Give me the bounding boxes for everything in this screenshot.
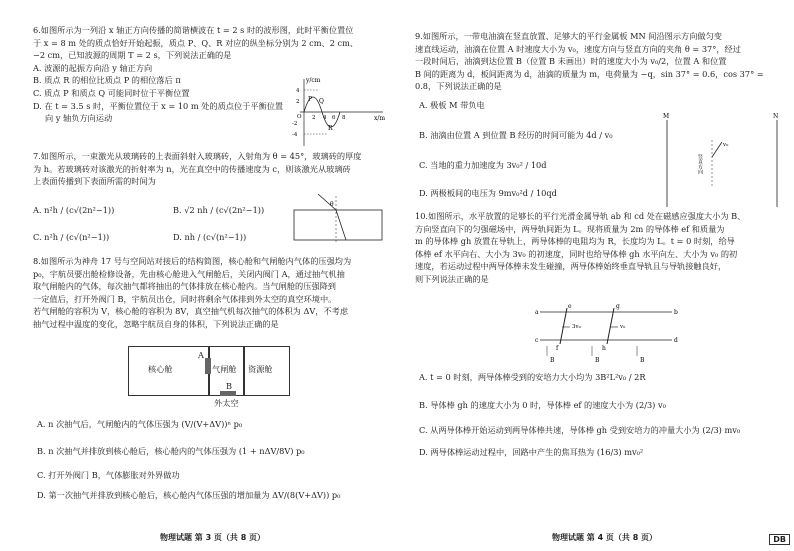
point-q: Q xyxy=(319,98,324,105)
gate-b-label: B xyxy=(226,381,233,391)
q6-line: 6.如图所示为一列沿 x 轴正方向传播的简谐横波在 t = 2 s 时的波形图，此时平衡位置位 xyxy=(33,25,354,35)
q8-line: 8.如图所示为神舟 17 号与空间站对接后的结构简图，核心舱和气闸舱内气体的压强均为 xyxy=(33,256,352,266)
q10-line: 方向竖直向下的匀强磁场中，两导轨间距为 L。现将质量为 2m 的导体棒 ef 和质量为 xyxy=(415,223,725,234)
label-e: e xyxy=(568,303,572,310)
label-b: b xyxy=(674,309,678,316)
q7-option-d: D. nh / (c√(n²−1)) xyxy=(173,232,247,242)
core-module-label: 核心舱 xyxy=(148,364,173,374)
page-footer-left: 物理试题 第 3 页（共 8 页） xyxy=(160,533,266,542)
question-9 xyxy=(415,30,775,93)
origin: O xyxy=(297,114,302,120)
label-h: h xyxy=(602,345,606,352)
q8-line: p₀，宇航员要出舱检修设备，先由核心舱进入气闸舱后，关闭内阀门 A，通过抽气机抽 xyxy=(33,268,345,279)
label-v0: v₀ xyxy=(620,324,626,330)
field-b-label: B xyxy=(595,357,600,364)
q6-line: −2 cm，已知波源的周期 T = 2 s，下列说法正确的是 xyxy=(33,50,232,61)
q9-line: 速直线运动，油滴在位置 A 时速度大小为 v₀，速度方向与竖直方向的夹角 θ = 37°，经过 xyxy=(415,43,741,54)
label-3v0: 3v₀ xyxy=(572,324,581,330)
q6-option-c: C. 质点 P 和质点 Q 可能同时位于平衡位置 xyxy=(33,87,190,98)
q6-wave-graph xyxy=(288,76,388,148)
v0-label: v₀ xyxy=(723,142,729,148)
gate-a-label: A xyxy=(198,350,204,360)
plate-m-label: M xyxy=(663,113,670,120)
q9-line: B 间的距离为 d，板间距离为 d，油滴的质量为 m，电荷量为 −q，sin 37° = 0.6，cos 37° = xyxy=(415,68,764,79)
tick: 4 xyxy=(323,115,327,121)
label-a: a xyxy=(535,309,539,316)
tick: 2 xyxy=(296,99,300,105)
q10-option-b: B. 导体棒 gh 的速度大小为 0 时，导体棒 ef 的速度大小为 (2/3) v₀ xyxy=(419,400,666,410)
q10-line: m 的导体棒 gh 放置在导轨上，两导体棒的电阻均为 R，长度均为 L。t = 0 时刻，给导 xyxy=(415,236,735,247)
page-footer-right: 物理试题 第 4 页（共 8 页） xyxy=(552,533,658,542)
q10-line: 体棒 ef 水平向右、大小为 3v₀ 的初速度，同时也给导体棒 gh 水平向左、大小为 v₀ 的初 xyxy=(415,248,738,259)
db-tag: DB xyxy=(769,534,790,545)
q10-option-d: D. 两导体棒运动过程中，回路中产生的焦耳热为 (16/3) mv₀² xyxy=(419,447,644,457)
q8-line: 若气闸舱的容积为 V，核心舱的容积为 8V，真空抽气机每次抽气的体积为 ΔV，不考虑 xyxy=(33,306,349,317)
label-d: d xyxy=(674,337,678,344)
q9-option-b: B. 油滴由位置 A 到位置 B 经历的时间可能为 4d / v₀ xyxy=(419,130,613,140)
q9-option-d: D. 两极板间的电压为 9mv₀²d / 10qd xyxy=(419,188,557,198)
q7-glass-diagram xyxy=(288,190,388,248)
outer-space-label: 外太空 xyxy=(214,398,239,408)
label-c: c xyxy=(535,337,539,344)
q10-option-a: A. t = 0 时刻，两导体棒受到的安培力大小均为 3B²L²v₀ / 2R xyxy=(419,372,646,382)
q7-line: 为 h。若玻璃砖对该激光的折射率为 n，光在真空中的传播速度为 c，则该激光从玻璃砖 xyxy=(33,163,351,174)
right-page xyxy=(397,0,794,551)
point-p: P xyxy=(308,96,313,103)
q6-option-b: B. 质点 R 的相位比质点 P 的相位落后 π xyxy=(33,75,181,86)
vertical-label: 竖直方向 xyxy=(697,154,703,174)
q9-option-a: A. 极板 M 带负电 xyxy=(419,100,485,110)
label-g: g xyxy=(616,303,620,310)
resource-module-label: 资源舱 xyxy=(248,364,273,374)
q10-option-c: C. 从两导体棒开始运动到两导体棒共速，导体棒 gh 受到安培力的冲量大小为 (2/3) mv₀ xyxy=(419,425,741,435)
q9-plates-diagram xyxy=(657,112,787,212)
tick: 6 xyxy=(332,115,336,121)
q10-line: 10.如图所示，水平放置的足够长的平行光滑金属导轨 ab 和 cd 处在磁感应强度大小为 B、 xyxy=(415,211,746,221)
gate-a-icon xyxy=(205,358,211,374)
q9-line: 一段时间后，油滴到达位置 B（位置 B 未画出）时的速度大小为 v₀/2，位置 A 和位置 xyxy=(415,56,727,67)
q8-option-c: C. 打开外阀门 B，气体膨胀对外界做功 xyxy=(37,470,180,480)
theta-label: θ xyxy=(330,201,334,208)
y-axis-label: y/cm xyxy=(306,77,321,84)
q7-option-a: A. n²h / (c√(2n²−1)) xyxy=(33,205,115,215)
airlock-label: 气闸舱 xyxy=(212,364,237,374)
q8-option-b: B. n 次抽气并排放到核心舱后，核心舱内的气体压强为 (1 + nΔV/8V) p₀ xyxy=(37,446,305,456)
tick: 4 xyxy=(296,88,300,94)
q7-line: 上表面传播到下表面所需的时间为 xyxy=(33,176,156,187)
q8-line: 一定值后，打开外阀门 B，宇航员出仓，同时将剩余气体排到外太空的真空环境中。 xyxy=(33,293,337,304)
point-r: R xyxy=(328,125,333,132)
q6-option-d-cont: 向 y 轴负方向运动 xyxy=(45,113,113,124)
field-b-label: B xyxy=(640,357,645,364)
question-8 xyxy=(33,255,393,331)
q10-rails-diagram xyxy=(532,300,682,366)
tick: -2 xyxy=(292,121,298,127)
label-f: f xyxy=(556,345,559,352)
question-10 xyxy=(415,210,775,286)
q7-option-b: B. √2 nh / (c√(2n²−1)) xyxy=(173,205,265,215)
q10-line: 速度，若运动过程中两导体棒未发生碰撞，两导体棒始终垂直导轨且与导轨接触良好， xyxy=(415,261,727,272)
field-b-label: B xyxy=(550,357,555,364)
question-7 xyxy=(33,150,393,188)
tick: -4 xyxy=(292,132,298,138)
plate-n-label: N xyxy=(773,113,779,120)
q8-option-d: D. 第一次抽气并排放到核心舱后，核心舱内气体压强的增加量为 ΔV/(8(V+ΔV)) p₀ xyxy=(37,490,341,500)
q7-line: 7.如图所示，一束激光从玻璃砖的上表面斜射入玻璃砖，入射角为 θ = 45°，玻璃砖的厚度 xyxy=(33,151,362,161)
q6-option-a: A. 波源的起振方向沿 y 轴正方向 xyxy=(33,62,153,73)
q9-option-c: C. 当地的重力加速度为 3v₀² / 10d xyxy=(419,160,547,170)
q6-option-d: D. 在 t = 3.5 s 时，平衡位置位于 x = 10 m 处的质点位于平衡位置 xyxy=(33,100,284,111)
q8-spacecraft-diagram xyxy=(128,346,290,406)
q8-line: 抽气过程中温度的变化，忽略宇航员自身的体积，下列说法正确的是 xyxy=(33,318,279,329)
q9-line: 9.如图所示，一带电油滴在竖直放置、足够大的平行金属板 MN 间沿图示方向做匀变 xyxy=(415,31,722,41)
q6-line: 于 x = 8 m 处的质点恰好开始起振，质点 P、Q、R 对应的纵坐标分别为 2 cm、2 cm、 xyxy=(33,37,359,48)
q9-line: 0.8，下列说法正确的是 xyxy=(415,81,502,92)
q7-option-c: C. n²h / (c√(n²−1)) xyxy=(33,232,110,242)
tick: 2 xyxy=(312,115,316,121)
tick: 8 xyxy=(342,115,346,121)
q8-option-a: A. n 次抽气后，气闸舱内的气体压强为 (V/(V+ΔV))ⁿ p₀ xyxy=(37,419,243,429)
q10-line: 则下列说法正确的是 xyxy=(415,273,489,284)
x-axis-label: x/m xyxy=(374,115,386,122)
q8-line: 取气闸舱内的气体，每次抽气都将抽出的气体排放在核心舱内。当气闸舱的压强降到 xyxy=(33,281,336,292)
